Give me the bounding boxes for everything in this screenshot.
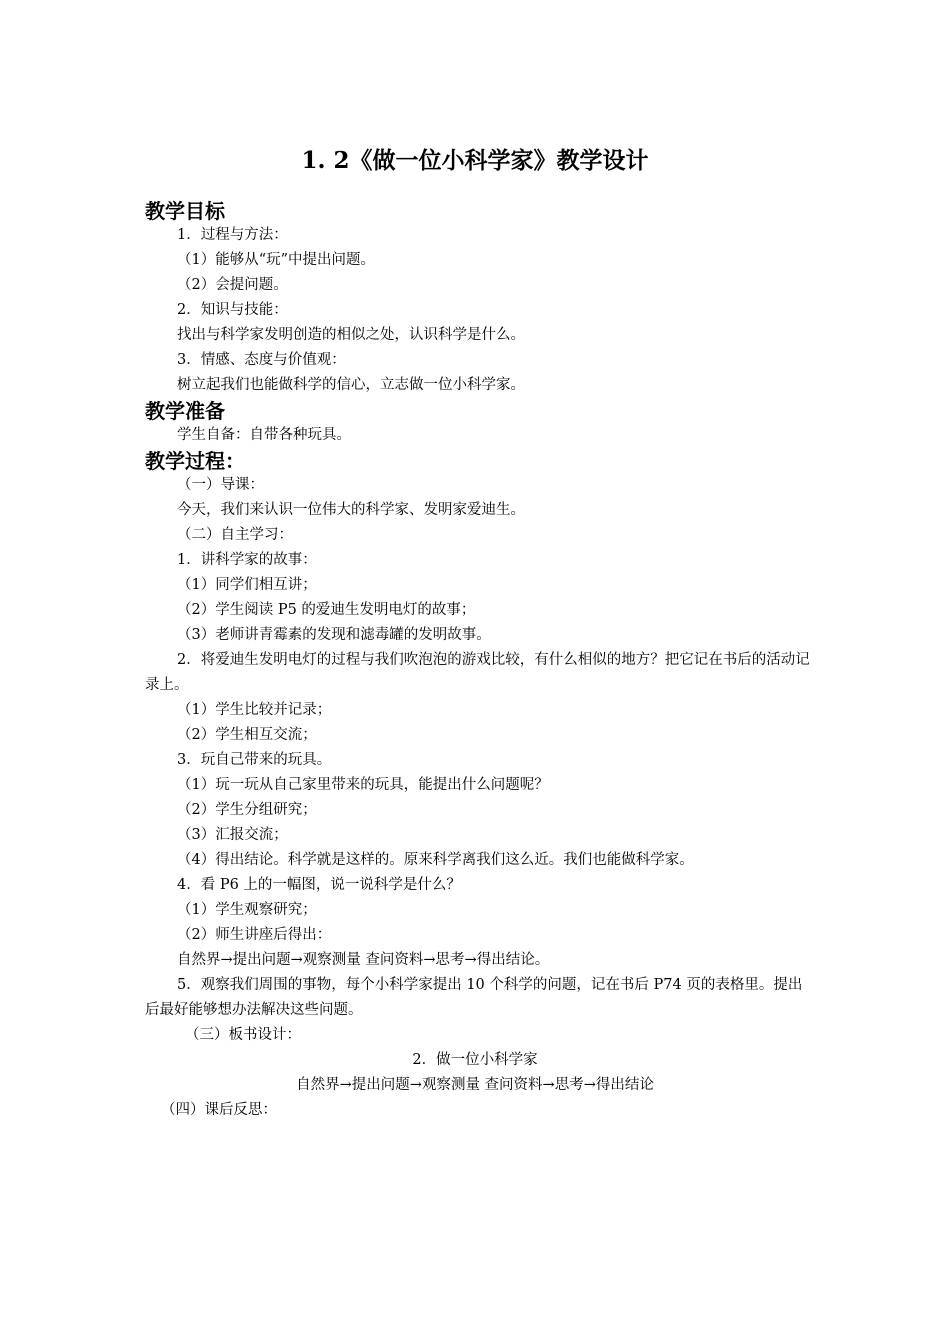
paragraph: （1）同学们相互讲；: [177, 577, 317, 593]
paragraph: （4）得出结论。科学就是这样的。原来科学离我们这么近。我们也能做科学家。: [177, 852, 694, 868]
paragraph: （1）学生观察研究；: [177, 902, 317, 918]
paragraph: （3）老师讲青霉素的发现和滤毒罐的发明故事。: [177, 627, 491, 643]
paragraph: 4．看 P6 上的一幅图，说一说科学是什么？: [177, 877, 461, 893]
paragraph: 找出与科学家发明创造的相似之处，认识科学是什么。: [177, 327, 525, 343]
paragraph: （1）玩一玩从自己家里带来的玩具，能提出什么问题呢？: [177, 777, 549, 793]
paragraph: 自然界→提出问题→观察测量 查问资料→思考→得出结论。: [177, 952, 550, 968]
paragraph: （1）能够从“玩”中提出问题。: [177, 252, 376, 268]
paragraph: 1．过程与方法：: [177, 227, 288, 243]
paragraph: （2）学生分组研究；: [177, 802, 317, 818]
paragraph: （2）学生相互交流；: [177, 727, 317, 743]
paragraph: 树立起我们也能做科学的信心，立志做一位小科学家。: [177, 377, 525, 393]
paragraph: （二）自主学习：: [177, 527, 293, 543]
board-flow: 自然界→提出问题→观察测量 查问资料→思考→得出结论: [296, 1077, 654, 1093]
paragraph: 5．观察我们周围的事物，每个小科学家提出 10 个科学的问题，记在书后 P74 页的表格里。提出后最好能够想办法解决这些问题。: [145, 977, 803, 1018]
board-title: 2．做一位小科学家: [412, 1052, 538, 1068]
paragraph: （2）师生讲座后得出：: [177, 927, 332, 943]
paragraph: （2）学生阅读 P5 的爱迪生发明电灯的故事；: [177, 602, 476, 618]
paragraph: 2．将爱迪生发明电灯的过程与我们吹泡泡的游戏比较，有什么相似的地方？把它记在书后的活动记录上。: [145, 652, 810, 693]
paragraph: 3．情感、态度与价值观：: [177, 352, 346, 368]
paragraph: 1．讲科学家的故事：: [177, 552, 317, 568]
paragraph: （一）导课：: [177, 477, 264, 493]
heading-process: 教学过程：: [145, 449, 245, 473]
paragraph: 3．玩自己带来的玩具。: [177, 752, 332, 768]
paragraph: 学生自备：自带各种玩具。: [177, 427, 351, 443]
paragraph: 今天，我们来认识一位伟大的科学家、发明家爱迪生。: [177, 502, 525, 518]
paragraph: （1）学生比较并记录；: [177, 702, 332, 718]
paragraph: 2．知识与技能：: [177, 302, 288, 318]
heading-objectives: 教学目标: [145, 199, 225, 223]
paragraph: （三）板书设计：: [185, 1027, 301, 1043]
paragraph: （四）课后反思：: [161, 1102, 277, 1118]
paragraph: （3）汇报交流；: [177, 827, 288, 843]
page-title: 1. 2《做一位小科学家》教学设计: [301, 147, 649, 174]
heading-preparation: 教学准备: [145, 399, 225, 423]
paragraph: （2）会提问题。: [177, 277, 288, 293]
